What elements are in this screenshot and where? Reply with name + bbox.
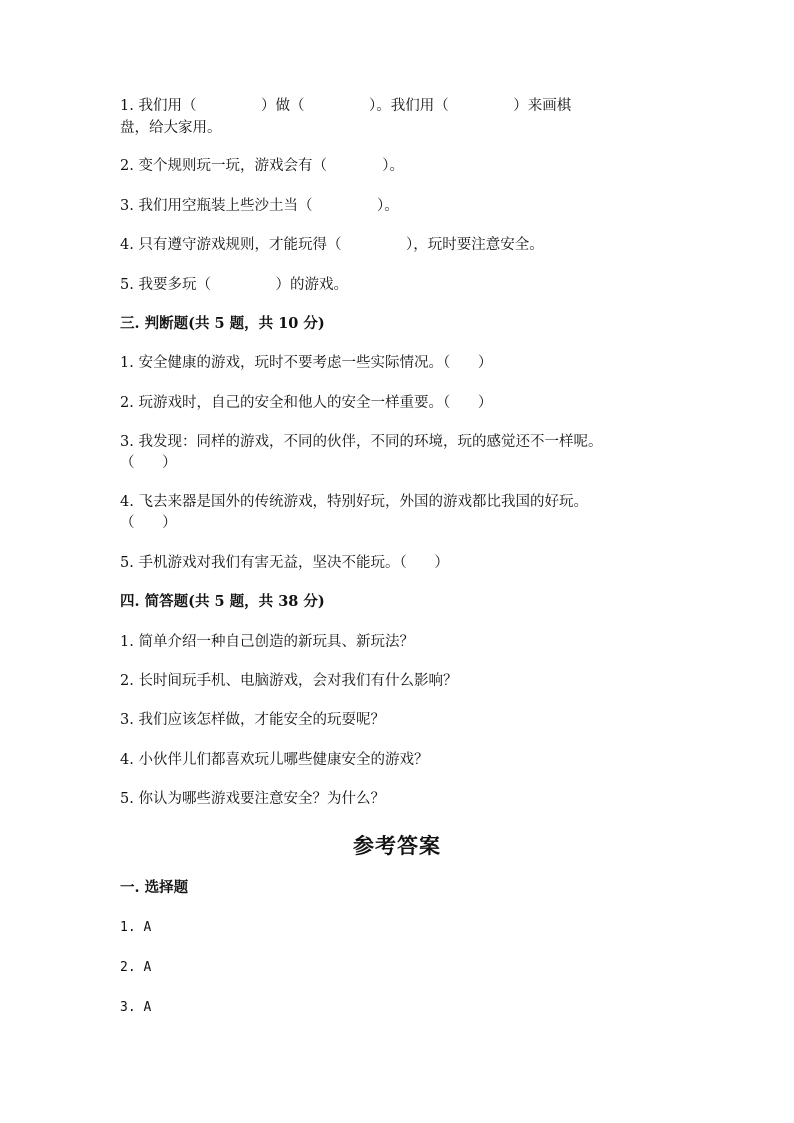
answer-item: 2. A	[120, 960, 152, 975]
short-answer-question-1: 1. 简单介绍一种自己创造的新玩具、新玩法？	[120, 634, 414, 650]
answer-item: 1. A	[120, 920, 152, 935]
fill-blank-question-5: 5. 我要多玩（ ）的游戏。	[120, 277, 348, 293]
judge-question-4-line-2: （ ）	[120, 515, 177, 531]
answer-key-section-heading: 一. 选择题	[120, 879, 189, 896]
fill-blank-question-2: 2. 变个规则玩一玩，游戏会有（ ）。	[120, 158, 405, 174]
short-answer-question-5: 5. 你认为哪些游戏要注意安全？为什么？	[120, 791, 385, 807]
judge-question-4-line-1: 4. 飞去来器是国外的传统游戏，特别好玩，外国的游戏都比我国的好玩。	[120, 494, 588, 510]
fill-blank-question-1-line-1: 1. 我们用（ ）做（ ）。我们用（ ）来画棋	[120, 98, 572, 114]
short-answer-question-3: 3. 我们应该怎样做，才能安全的玩耍呢？	[120, 712, 385, 728]
judge-question-5: 5. 手机游戏对我们有害无益，坚决不能玩。（ ）	[120, 555, 449, 571]
judge-question-1: 1. 安全健康的游戏，玩时不要考虑一些实际情况。（ ）	[120, 355, 493, 371]
short-answer-question-2: 2. 长时间玩手机、电脑游戏，会对我们有什么影响？	[120, 673, 458, 689]
short-answer-section-heading: 四. 简答题(共 5 题，共 38 分)	[120, 593, 325, 610]
judge-question-3-line-1: 3. 我发现：同样的游戏，不同的伙伴，不同的环境，玩的感觉还不一样呢。	[120, 434, 603, 450]
judge-question-2: 2. 玩游戏时，自己的安全和他人的安全一样重要。（ ）	[120, 395, 493, 411]
answer-item: 3. A	[120, 1000, 152, 1015]
judge-question-3-line-2: （ ）	[120, 455, 177, 471]
fill-blank-question-3: 3. 我们用空瓶装上些沙土当（ ）。	[120, 198, 399, 214]
answer-key-title: 参考答案	[353, 833, 441, 858]
fill-blank-question-4: 4. 只有遵守游戏规则，才能玩得（ ），玩时要注意安全。	[120, 237, 544, 253]
short-answer-question-4: 4. 小伙伴儿们都喜欢玩儿哪些健康安全的游戏？	[120, 752, 429, 768]
fill-blank-question-1-line-2: 盘，给大家用。	[120, 120, 222, 136]
judge-section-heading: 三. 判断题(共 5 题，共 10 分)	[120, 315, 325, 332]
